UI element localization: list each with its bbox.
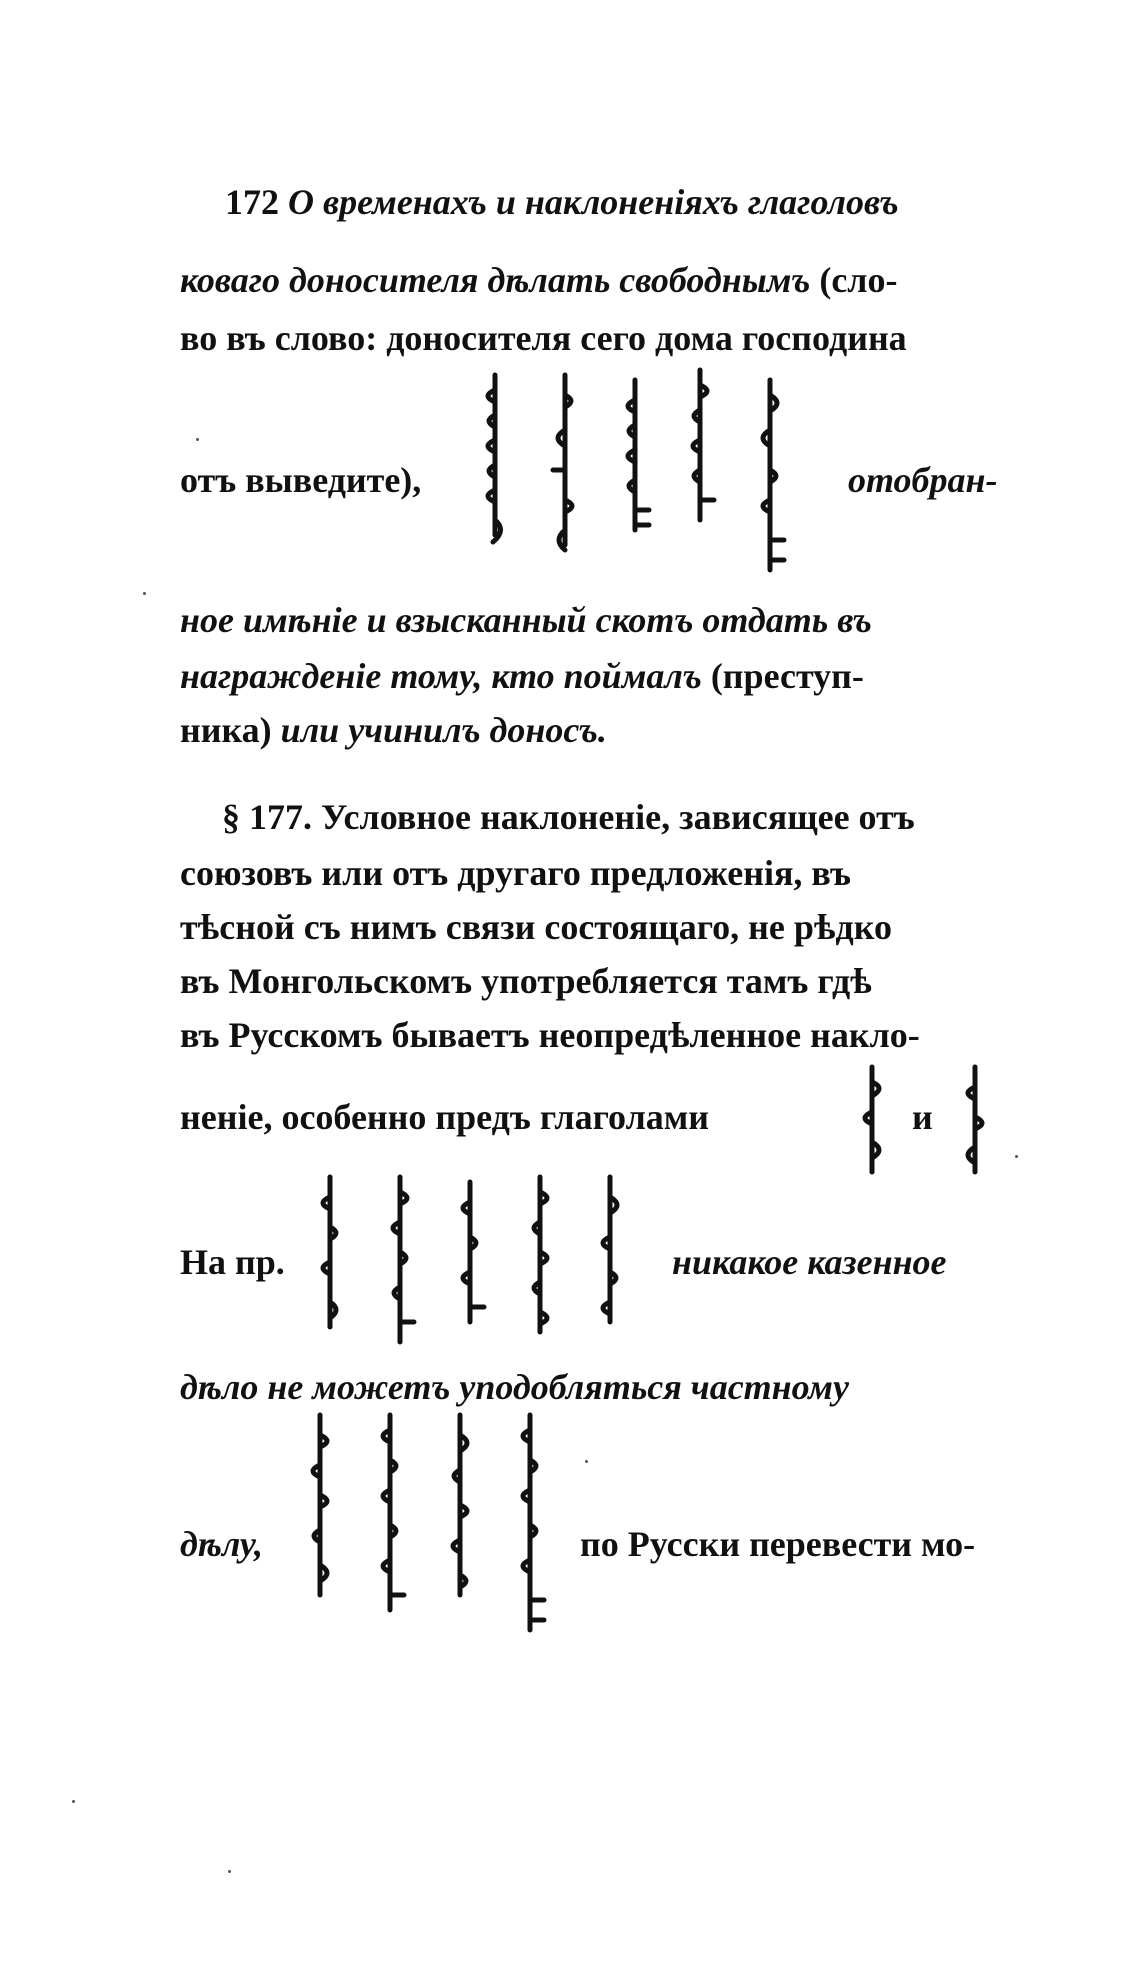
- running-header: [225, 180, 899, 224]
- p2-line-1: § 177. Условное наклоненіе, зависящее отъ: [222, 797, 915, 837]
- p1-line-1: [180, 258, 898, 302]
- p1-line-6: [180, 708, 607, 752]
- scan-speck: [143, 592, 146, 595]
- scan-speck: [585, 1460, 588, 1463]
- mongolian-text-block-1: [475, 370, 815, 580]
- p1-l5-italic: награжденіе тому, кто поймалъ: [180, 656, 702, 696]
- p1-line-5: [180, 654, 864, 698]
- p2-line-4: въ Монгольскомъ употребляется тамъ гдѣ: [180, 961, 872, 1001]
- p2-line-5: въ Русскомъ бываетъ неопредѣленное накло-: [180, 1015, 920, 1055]
- running-title: О временахъ и наклоненіяхъ глаголовъ: [288, 182, 899, 222]
- p2-line-2: союзовъ или отъ другаго предложенія, въ: [180, 853, 851, 893]
- page-number: 172: [225, 182, 279, 222]
- p2-line-6-left: неніе, особенно предъ глаголами: [180, 1097, 710, 1137]
- p1-l6-italic: или учинилъ доносъ.: [280, 710, 607, 750]
- mongolian-text-block-2: [310, 1172, 650, 1352]
- ex-line-1-left: На пр.: [180, 1242, 285, 1282]
- ex-line-2: дѣло не можетъ уподобляться частному: [180, 1367, 849, 1407]
- ex-line-3-right: по Русски перевести мо-: [580, 1524, 976, 1564]
- p1-line-2: во въ слово: доносителя сего дома господина: [180, 318, 907, 358]
- p2-line-6-conj: и: [912, 1097, 933, 1137]
- mongolian-text-block-3: [300, 1410, 560, 1640]
- ex-line-3-left: дѣлу,: [180, 1524, 264, 1564]
- scan-speck: [196, 438, 199, 441]
- scan-speck: [1015, 1155, 1018, 1158]
- p1-l6-roman: ника): [180, 710, 281, 750]
- scan-speck: [228, 1870, 231, 1873]
- p1-l1-roman: (сло-: [810, 260, 898, 300]
- ex-line-1-right: никакое казенное: [672, 1242, 947, 1282]
- p1-line-4: ное имѣніе и взысканный скотъ отдать въ: [180, 600, 872, 640]
- scan-speck: [72, 1800, 75, 1803]
- p1-line-3-right: отобран-: [848, 460, 998, 500]
- mongolian-verb-2: [955, 1062, 995, 1182]
- p1-l1-italic: коваго доносителя дѣлать свободнымъ: [180, 260, 811, 300]
- p1-line-3-left: отъ выведите),: [180, 460, 422, 500]
- p2-line-3: тѣсной съ нимъ связи состоящаго, не рѣдко: [180, 907, 892, 947]
- mongolian-verb-1: [852, 1062, 892, 1182]
- p1-l5-roman: (преступ-: [701, 656, 864, 696]
